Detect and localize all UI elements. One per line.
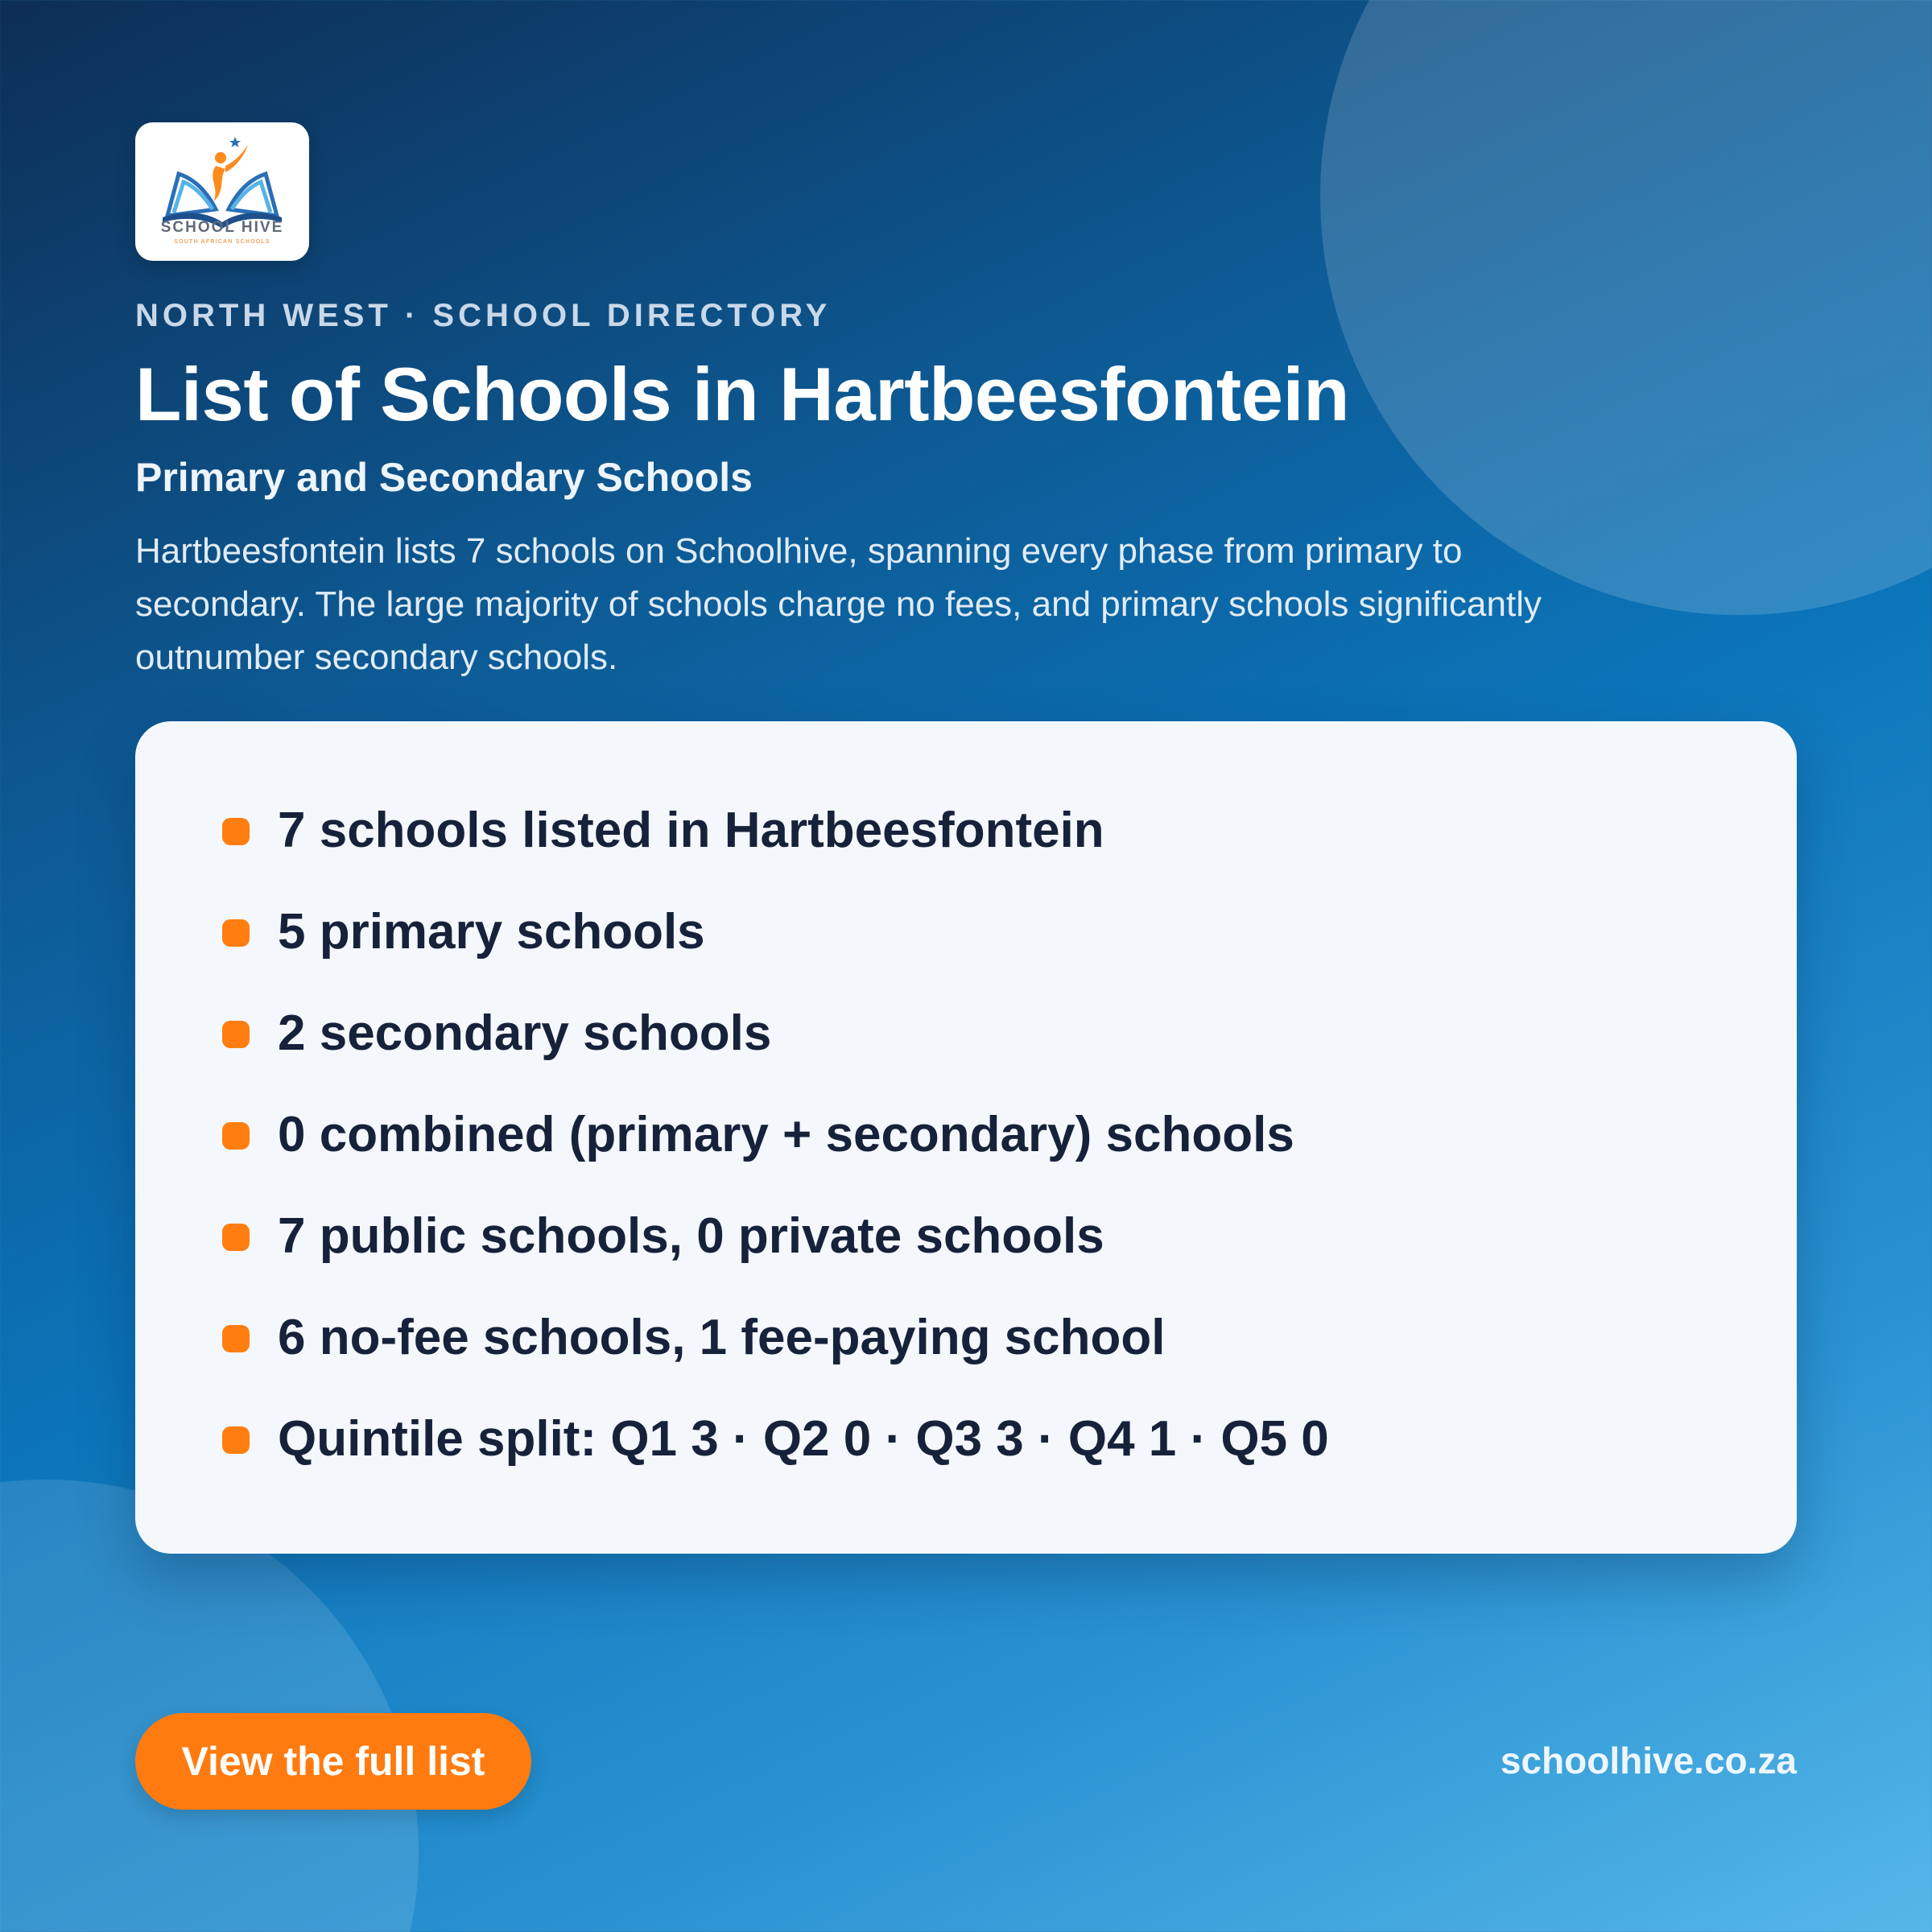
orange-bullet-icon [222, 1325, 250, 1352]
logo-wordmark: SCHOOL HIVE [160, 219, 284, 236]
fact-text: 7 public schools, 0 private schools [278, 1208, 1104, 1264]
fact-item [135, 1001, 1797, 1103]
eyebrow-label: NORTH WEST · SCHOOL DIRECTORY [135, 298, 832, 333]
fact-text: 2 secondary schools [278, 1005, 772, 1061]
page-subtitle: Primary and Secondary Schools [135, 455, 753, 500]
orange-bullet-icon [222, 1122, 250, 1150]
view-full-list-button[interactable]: View the full list [135, 1713, 531, 1810]
fact-item [135, 1306, 1797, 1407]
open-book-logo-icon [135, 122, 309, 261]
fact-text: 7 schools listed in Hartbeesfontein [278, 803, 1104, 858]
orange-bullet-icon [222, 1426, 250, 1454]
fact-item [135, 1407, 1797, 1509]
decorative-circle-top [1320, 0, 1932, 615]
school-hive-logo [135, 122, 309, 261]
fact-text: 6 no-fee schools, 1 fee-paying school [278, 1310, 1166, 1365]
fact-item [135, 1103, 1797, 1204]
fact-text: Quintile split: Q1 3 · Q2 0 · Q3 3 · Q4 1 · Q5 0 [278, 1411, 1329, 1467]
orange-bullet-icon [222, 818, 250, 845]
fact-text: 5 primary schools [278, 904, 705, 960]
page-description: Hartbeesfontein lists 7 schools on Schoolhive, spanning every phase from primary to secondary. The large majority of schools charge no fees, and primary schools significantly outnumber secondary schools. [135, 531, 1542, 677]
orange-bullet-icon [222, 1224, 250, 1251]
site-url: schoolhive.co.za [1500, 1740, 1797, 1781]
fact-item [135, 799, 1797, 900]
fact-item [135, 900, 1797, 1001]
logo-tagline: SOUTH AFRICAN SCHOOLS [174, 239, 270, 245]
orange-bullet-icon [222, 1021, 250, 1048]
page-title: List of Schools in Hartbeesfontein [135, 352, 1350, 436]
fact-item [135, 1204, 1797, 1306]
orange-bullet-icon [222, 919, 250, 947]
facts-card [135, 721, 1797, 1554]
fact-text: 0 combined (primary + secondary) schools [278, 1107, 1294, 1162]
